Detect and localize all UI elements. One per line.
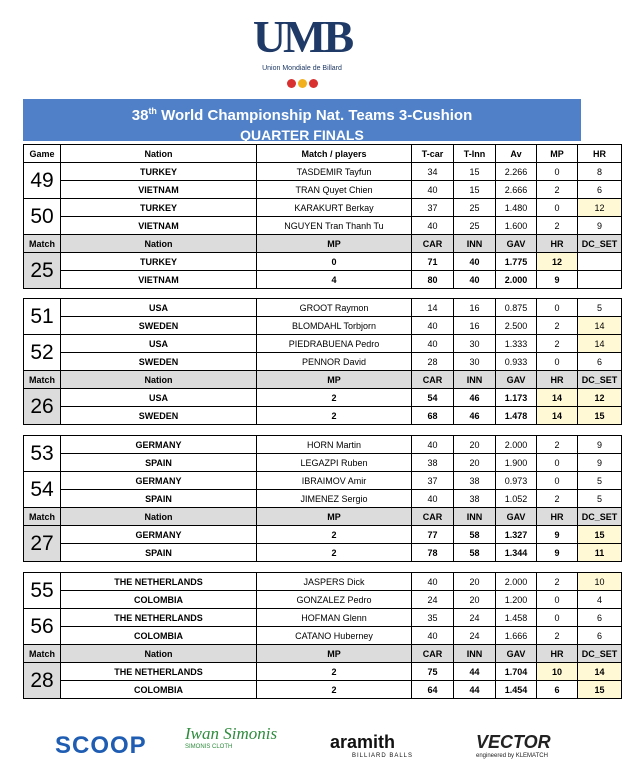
mp-cell: 2 [257, 407, 412, 425]
car-cell: 80 [412, 271, 454, 289]
player-cell: GONZALEZ Pedro [257, 591, 412, 609]
summary-header-row [24, 645, 622, 663]
header-tinn: T-Inn [454, 145, 496, 163]
tcar-cell: 40 [412, 627, 454, 645]
tinn-cell: 16 [454, 299, 496, 317]
summary-header-match: Match [24, 508, 61, 526]
dcset-cell: 11 [578, 544, 622, 562]
tinn-cell: 25 [454, 199, 496, 217]
mp-cell: 2 [537, 573, 578, 591]
umb-logo-letters: UMB [252, 11, 352, 62]
summary-header-match: Match [24, 235, 61, 253]
hr-cell: 9 [578, 436, 622, 454]
summary-header-gav: GAV [496, 508, 537, 526]
hr-cell: 6 [578, 353, 622, 371]
hr-cell: 9 [537, 544, 578, 562]
summary-row [24, 389, 622, 407]
title-suffix: th [148, 106, 157, 116]
inn-cell: 44 [454, 681, 496, 699]
summary-header-gav: GAV [496, 371, 537, 389]
sponsor-scoop-logo: SCOOP [55, 732, 147, 759]
inn-cell: 40 [454, 271, 496, 289]
hr-cell: 12 [578, 199, 622, 217]
nation-cell: COLOMBIA [61, 591, 257, 609]
summary-header-hr: HR [537, 645, 578, 663]
summary-header-hr: HR [537, 508, 578, 526]
tcar-cell: 40 [412, 181, 454, 199]
dcset-cell: 15 [578, 681, 622, 699]
player-cell: JIMENEZ Sergio [257, 490, 412, 508]
nation-cell: TURKEY [61, 253, 257, 271]
inn-cell: 58 [454, 526, 496, 544]
sponsor-bar [0, 722, 604, 772]
game-number: 49 [24, 163, 61, 199]
av-cell: 1.900 [496, 454, 537, 472]
match-group-table [23, 435, 622, 562]
summary-header-gav: GAV [496, 645, 537, 663]
column-header-row [24, 145, 622, 163]
nation-cell: VIETNAM [61, 181, 257, 199]
nation-cell: GERMANY [61, 526, 257, 544]
player-cell: TASDEMIR Tayfun [257, 163, 412, 181]
game-number: 51 [24, 299, 61, 335]
mp-cell: 2 [257, 681, 412, 699]
av-cell: 1.200 [496, 591, 537, 609]
inn-cell: 46 [454, 407, 496, 425]
player-cell: TRAN Quyet Chien [257, 181, 412, 199]
table-row [24, 317, 622, 335]
inn-cell: 44 [454, 663, 496, 681]
summary-row [24, 544, 622, 562]
sponsor-aramith-logo [330, 732, 413, 759]
table-row [24, 609, 622, 627]
nation-cell: SWEDEN [61, 353, 257, 371]
header-game: Game [24, 145, 61, 163]
summary-header-car: CAR [412, 645, 454, 663]
hr-cell: 14 [578, 317, 622, 335]
mp-cell: 2 [257, 526, 412, 544]
summary-header-mp: MP [257, 235, 412, 253]
nation-cell: THE NETHERLANDS [61, 609, 257, 627]
mp-cell: 0 [537, 353, 578, 371]
logo-dot-icon [298, 79, 307, 88]
summary-header-nation: Nation [61, 508, 257, 526]
nation-cell: USA [61, 299, 257, 317]
hr-cell: 9 [537, 526, 578, 544]
nation-cell: GERMANY [61, 472, 257, 490]
summary-header-hr: HR [537, 235, 578, 253]
nation-cell: SWEDEN [61, 317, 257, 335]
hr-cell: 5 [578, 299, 622, 317]
av-cell: 2.666 [496, 181, 537, 199]
av-cell: 1.458 [496, 609, 537, 627]
title-number: 38 [131, 107, 149, 124]
hr-cell: 8 [578, 163, 622, 181]
mp-cell: 0 [537, 609, 578, 627]
player-cell: BLOMDAHL Torbjorn [257, 317, 412, 335]
summary-header-dcset: DC_SET [578, 508, 622, 526]
mp-cell: 4 [257, 271, 412, 289]
tcar-cell: 40 [412, 217, 454, 235]
car-cell: 78 [412, 544, 454, 562]
av-cell: 1.333 [496, 335, 537, 353]
car-cell: 68 [412, 407, 454, 425]
table-row [24, 573, 622, 591]
inn-cell: 46 [454, 389, 496, 407]
header-match_players: Match / players [257, 145, 412, 163]
hr-cell: 6 [537, 681, 578, 699]
summary-row [24, 526, 622, 544]
player-cell: IBRAIMOV Amir [257, 472, 412, 490]
tinn-cell: 20 [454, 454, 496, 472]
hr-cell: 14 [537, 407, 578, 425]
nation-cell: TURKEY [61, 163, 257, 181]
summary-row [24, 253, 622, 271]
av-cell: 2.500 [496, 317, 537, 335]
nation-cell: SPAIN [61, 544, 257, 562]
tinn-cell: 16 [454, 317, 496, 335]
table-row [24, 454, 622, 472]
player-cell: JASPERS Dick [257, 573, 412, 591]
inn-cell: 40 [454, 253, 496, 271]
nation-cell: SPAIN [61, 454, 257, 472]
tinn-cell: 15 [454, 163, 496, 181]
header-tcar: T-car [412, 145, 454, 163]
hr-cell: 10 [537, 663, 578, 681]
tinn-cell: 38 [454, 472, 496, 490]
mp-cell: 2 [257, 544, 412, 562]
summary-row [24, 407, 622, 425]
hr-cell: 4 [578, 591, 622, 609]
match-group-table [23, 144, 622, 289]
car-cell: 71 [412, 253, 454, 271]
car-cell: 64 [412, 681, 454, 699]
tinn-cell: 15 [454, 181, 496, 199]
game-number: 53 [24, 436, 61, 472]
tinn-cell: 30 [454, 335, 496, 353]
av-cell: 1.600 [496, 217, 537, 235]
av-cell: 2.266 [496, 163, 537, 181]
table-row [24, 181, 622, 199]
logo-dots [0, 75, 604, 85]
mp-cell: 0 [537, 299, 578, 317]
match-number: 28 [24, 663, 61, 699]
tcar-cell: 34 [412, 163, 454, 181]
nation-cell: THE NETHERLANDS [61, 663, 257, 681]
mp-cell: 2 [537, 490, 578, 508]
table-row [24, 353, 622, 371]
hr-cell: 5 [578, 490, 622, 508]
mp-cell: 2 [537, 217, 578, 235]
tcar-cell: 37 [412, 199, 454, 217]
vector-small-text: engineered by KLEMATCH [476, 753, 548, 759]
simonis-small-text: SIMONIS CLOTH [185, 744, 233, 750]
match-number: 27 [24, 526, 61, 562]
hr-cell: 9 [578, 454, 622, 472]
car-cell: 77 [412, 526, 454, 544]
table-row [24, 627, 622, 645]
mp-cell: 0 [537, 163, 578, 181]
tinn-cell: 38 [454, 490, 496, 508]
table-row [24, 472, 622, 490]
table-row [24, 217, 622, 235]
page-subtitle: QUARTER FINALS [240, 127, 364, 143]
tinn-cell: 24 [454, 627, 496, 645]
nation-cell: THE NETHERLANDS [61, 573, 257, 591]
mp-cell: 0 [537, 472, 578, 490]
dcset-cell: 12 [578, 389, 622, 407]
tcar-cell: 38 [412, 454, 454, 472]
umb-logo [0, 8, 604, 94]
car-cell: 54 [412, 389, 454, 407]
av-cell: 2.000 [496, 573, 537, 591]
table-row [24, 490, 622, 508]
summary-header-match: Match [24, 371, 61, 389]
sponsor-simonis-logo [185, 724, 277, 750]
summary-row [24, 663, 622, 681]
player-cell: HOFMAN Glenn [257, 609, 412, 627]
mp-cell: 2 [537, 317, 578, 335]
player-cell: KARAKURT Berkay [257, 199, 412, 217]
title-band [23, 99, 581, 141]
nation-cell: USA [61, 335, 257, 353]
av-cell: 1.480 [496, 199, 537, 217]
tcar-cell: 14 [412, 299, 454, 317]
hr-cell: 10 [578, 573, 622, 591]
summary-header-inn: INN [454, 235, 496, 253]
mp-cell: 0 [257, 253, 412, 271]
tcar-cell: 35 [412, 609, 454, 627]
summary-header-car: CAR [412, 371, 454, 389]
match-number: 25 [24, 253, 61, 289]
summary-header-nation: Nation [61, 235, 257, 253]
hr-cell: 6 [578, 627, 622, 645]
table-row [24, 199, 622, 217]
game-number: 55 [24, 573, 61, 609]
organization-name: Union Mondiale de Billard [262, 65, 342, 72]
summary-header-match: Match [24, 645, 61, 663]
hr-cell: 14 [578, 335, 622, 353]
match-group-table [23, 572, 622, 699]
game-number: 52 [24, 335, 61, 371]
game-number: 56 [24, 609, 61, 645]
tcar-cell: 24 [412, 591, 454, 609]
tcar-cell: 40 [412, 573, 454, 591]
gav-cell: 1.344 [496, 544, 537, 562]
av-cell: 1.666 [496, 627, 537, 645]
summary-header-row [24, 371, 622, 389]
av-cell: 2.000 [496, 436, 537, 454]
summary-row [24, 271, 622, 289]
logo-dot-icon [309, 79, 318, 88]
nation-cell: VIETNAM [61, 217, 257, 235]
hr-cell: 9 [578, 217, 622, 235]
mp-cell: 2 [537, 335, 578, 353]
game-number: 54 [24, 472, 61, 508]
summary-header-mp: MP [257, 645, 412, 663]
hr-cell: 5 [578, 472, 622, 490]
inn-cell: 58 [454, 544, 496, 562]
summary-row [24, 681, 622, 699]
hr-cell: 6 [578, 609, 622, 627]
mp-cell: 2 [537, 436, 578, 454]
summary-header-inn: INN [454, 645, 496, 663]
table-row [24, 591, 622, 609]
mp-cell: 2 [257, 663, 412, 681]
gav-cell: 1.478 [496, 407, 537, 425]
nation-cell: COLOMBIA [61, 627, 257, 645]
game-number: 50 [24, 199, 61, 235]
header-nation: Nation [61, 145, 257, 163]
tinn-cell: 20 [454, 436, 496, 454]
summary-header-gav: GAV [496, 235, 537, 253]
summary-header-mp: MP [257, 508, 412, 526]
match-number: 26 [24, 389, 61, 425]
dcset-cell [578, 271, 622, 289]
summary-header-dcset: DC_SET [578, 645, 622, 663]
summary-header-row [24, 235, 622, 253]
mp-cell: 0 [537, 199, 578, 217]
hr-cell: 12 [537, 253, 578, 271]
tcar-cell: 40 [412, 436, 454, 454]
tinn-cell: 25 [454, 217, 496, 235]
summary-header-row [24, 508, 622, 526]
summary-header-mp: MP [257, 371, 412, 389]
mp-cell: 2 [537, 627, 578, 645]
car-cell: 75 [412, 663, 454, 681]
header-mp: MP [537, 145, 578, 163]
tcar-cell: 40 [412, 490, 454, 508]
gav-cell: 2.000 [496, 271, 537, 289]
dcset-cell: 15 [578, 407, 622, 425]
nation-cell: TURKEY [61, 199, 257, 217]
av-cell: 0.933 [496, 353, 537, 371]
dcset-cell: 14 [578, 663, 622, 681]
tcar-cell: 40 [412, 317, 454, 335]
simonis-text: Iwan Simonis [185, 724, 278, 743]
av-cell: 0.875 [496, 299, 537, 317]
header-hr: HR [578, 145, 622, 163]
nation-cell: SWEDEN [61, 407, 257, 425]
aramith-text: aramith [330, 732, 396, 752]
table-row [24, 335, 622, 353]
table-row [24, 436, 622, 454]
match-group-table [23, 298, 622, 425]
hr-cell: 14 [537, 389, 578, 407]
player-cell: PIEDRABUENA Pedro [257, 335, 412, 353]
summary-header-inn: INN [454, 508, 496, 526]
player-cell: PENNOR David [257, 353, 412, 371]
tcar-cell: 40 [412, 335, 454, 353]
hr-cell: 6 [578, 181, 622, 199]
summary-header-hr: HR [537, 371, 578, 389]
page-title [23, 99, 581, 126]
logo-dot-icon [287, 79, 296, 88]
summary-header-nation: Nation [61, 371, 257, 389]
av-cell: 1.052 [496, 490, 537, 508]
summary-header-dcset: DC_SET [578, 235, 622, 253]
summary-header-nation: Nation [61, 645, 257, 663]
summary-header-car: CAR [412, 508, 454, 526]
gav-cell: 1.327 [496, 526, 537, 544]
gav-cell: 1.775 [496, 253, 537, 271]
table-row [24, 299, 622, 317]
mp-cell: 0 [537, 591, 578, 609]
summary-header-inn: INN [454, 371, 496, 389]
tinn-cell: 24 [454, 609, 496, 627]
summary-header-dcset: DC_SET [578, 371, 622, 389]
nation-cell: SPAIN [61, 490, 257, 508]
sponsor-vector-logo [476, 732, 551, 759]
tinn-cell: 30 [454, 353, 496, 371]
dcset-cell: 15 [578, 526, 622, 544]
aramith-small-text: BILLIARD BALLS [352, 753, 414, 759]
player-cell: NGUYEN Tran Thanh Tu [257, 217, 412, 235]
dcset-cell [578, 253, 622, 271]
tcar-cell: 28 [412, 353, 454, 371]
player-cell: GROOT Raymon [257, 299, 412, 317]
summary-header-car: CAR [412, 235, 454, 253]
av-cell: 0.973 [496, 472, 537, 490]
mp-cell: 2 [537, 181, 578, 199]
player-cell: CATANO Huberney [257, 627, 412, 645]
table-row [24, 163, 622, 181]
tinn-cell: 20 [454, 573, 496, 591]
vector-text: VECTOR [476, 732, 551, 752]
gav-cell: 1.704 [496, 663, 537, 681]
player-cell: HORN Martin [257, 436, 412, 454]
nation-cell: GERMANY [61, 436, 257, 454]
player-cell: LEGAZPI Ruben [257, 454, 412, 472]
gav-cell: 1.454 [496, 681, 537, 699]
nation-cell: VIETNAM [61, 271, 257, 289]
hr-cell: 9 [537, 271, 578, 289]
mp-cell: 2 [257, 389, 412, 407]
title-rest: World Championship Nat. Teams 3-Cushion [156, 107, 473, 124]
tcar-cell: 37 [412, 472, 454, 490]
mp-cell: 0 [537, 454, 578, 472]
tinn-cell: 20 [454, 591, 496, 609]
nation-cell: USA [61, 389, 257, 407]
gav-cell: 1.173 [496, 389, 537, 407]
header-av: Av [496, 145, 537, 163]
nation-cell: COLOMBIA [61, 681, 257, 699]
